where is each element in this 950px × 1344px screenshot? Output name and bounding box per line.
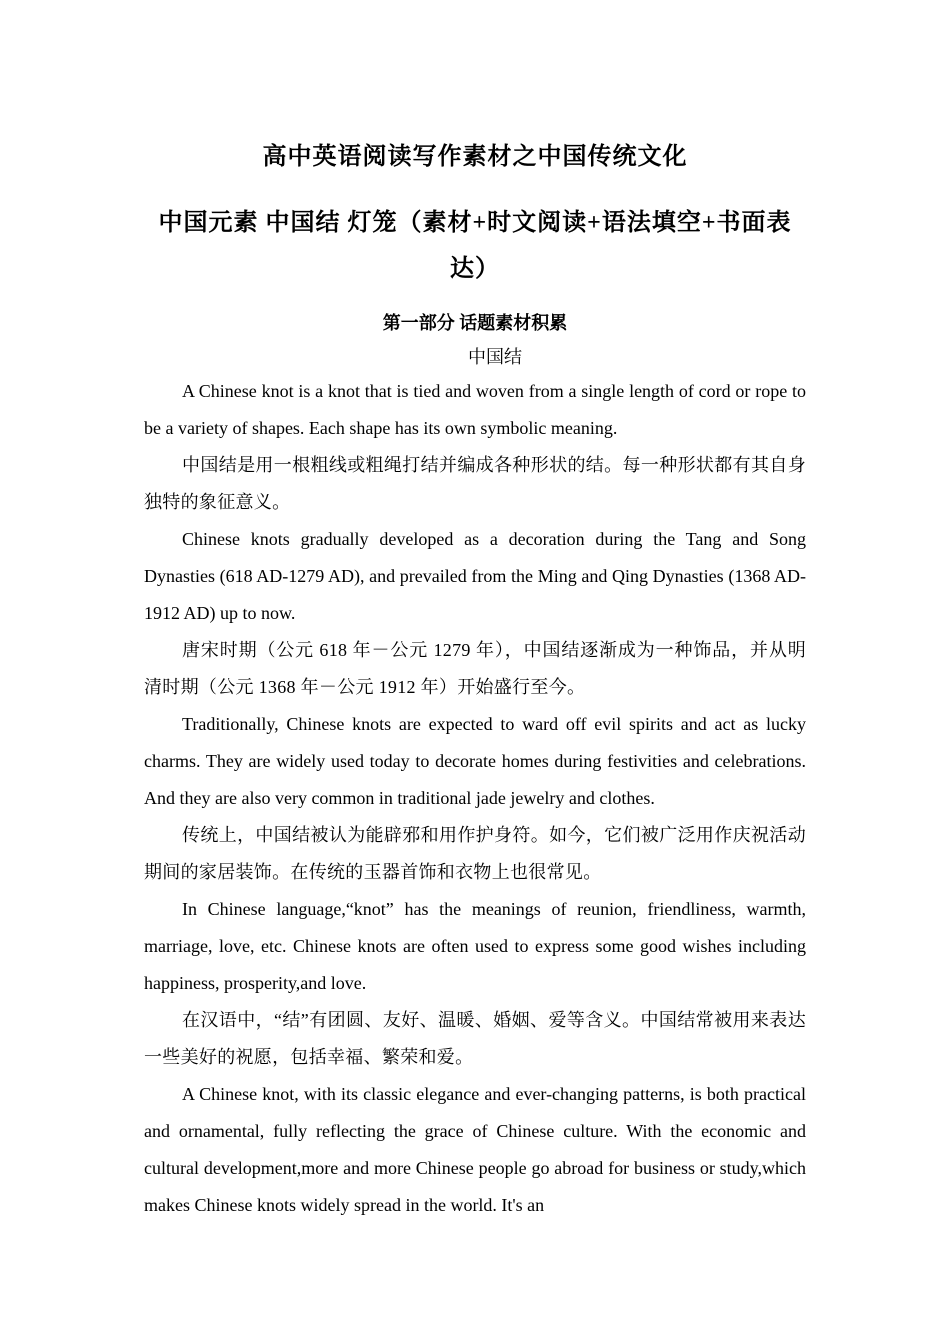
paragraph-en: A Chinese knot is a knot that is tied and woven from a single length of cord or rope to be a variety of shapes. Each shape has its own symbolic meaning. [144,381,806,438]
paragraph-en: In Chinese language,“knot” has the meanings of reunion, friendliness, warmth, marriage, love, etc. Chinese knots are often used to express some good wishes including happiness, prosperity,and love. [144,899,806,993]
document-subtitle: 中国元素 中国结 灯笼（素材+时文阅读+语法填空+书面表达） [158,210,792,282]
paragraph-en: Traditionally, Chinese knots are expected to ward off evil spirits and act as lucky charms. They are widely used today to decorate homes during festivities and celebrations. And they are also very common in traditional jade jewelry and clothes. [144,714,806,808]
section-heading: 第一部分 话题素材积累 [382,313,568,333]
paragraph-en: A Chinese knot, with its classic elegance and ever-changing patterns, is both practical and ornamental, fully reflecting the grace of Chinese culture. With the economic and cultural development,more and more Chinese people go abroad for business or study,which makes Chinese knots widely spread in the world. It's an [144,1084,806,1215]
sub-heading: 中国结 [468,347,522,367]
paragraph-zh: 传统上，中国结被认为能辟邪和用作护身符。如今，它们被广泛用作庆祝活动期间的家居装饰。在传统的玉器首饰和衣物上也很常见。 [144,825,806,882]
paragraph-zh: 唐宋时期（公元 618 年－公元 1279 年），中国结逐渐成为一种饰品，并从明清时期（公元 1368 年－公元 1912 年）开始盛行至今。 [144,640,806,697]
paragraph-en: Chinese knots gradually developed as a decoration during the Tang and Song Dynasties (618 AD-1279 AD), and prevailed from the Ming and Qing Dynasties (1368 AD-1912 AD) up to now. [144,529,806,623]
paragraph-zh: 中国结是用一根粗线或粗绳打结并编成各种形状的结。每一种形状都有其自身独特的象征意义。 [144,455,806,512]
document-title: 高中英语阅读写作素材之中国传统文化 [262,144,688,170]
paragraph-zh: 在汉语中，“结”有团圆、友好、温暖、婚姻、爱等含义。中国结常被用来表达一些美好的祝愿，包括幸福、繁荣和爱。 [144,1010,806,1067]
body-text [144,373,806,1224]
